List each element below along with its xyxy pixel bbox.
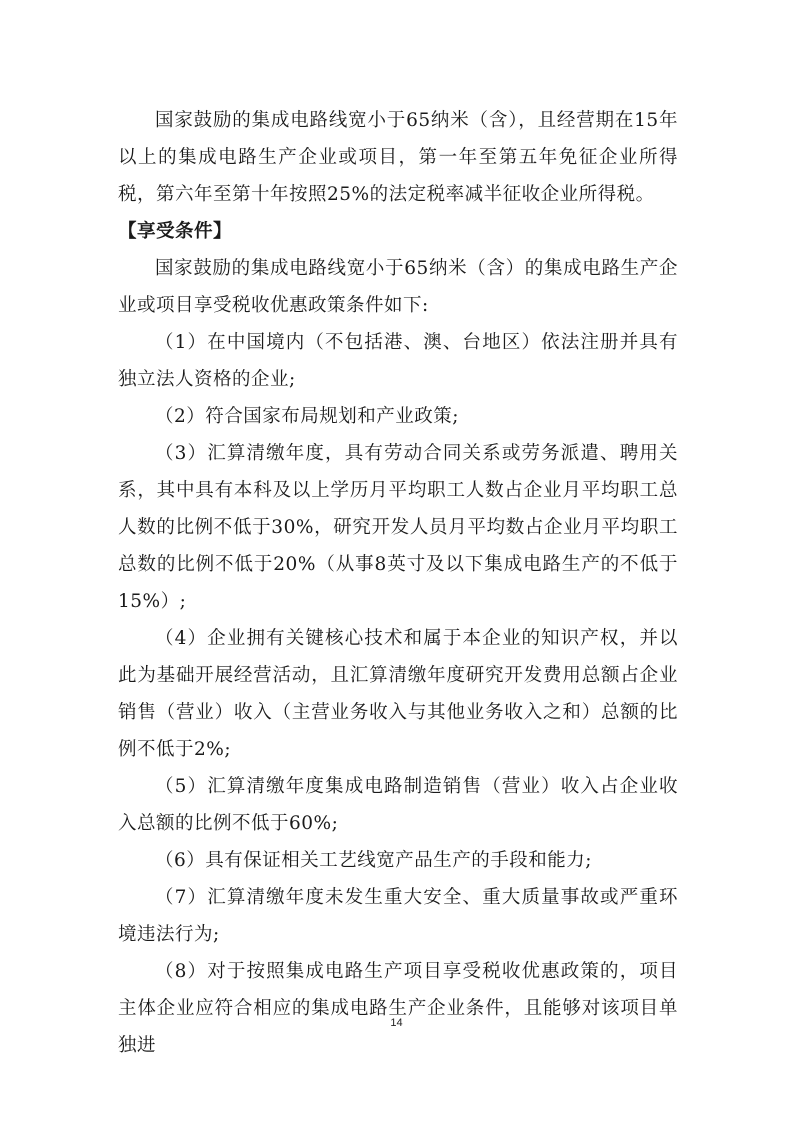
page-number: 14 [390, 1017, 403, 1029]
intro-paragraph: 国家鼓励的集成电路线宽小于65纳米（含），且经营期在15年以上的集成电路生产企业或项目，第一年至第五年免征企业所得税，第六年至第十年按照25%的法定税率减半征收企业所得税。 [118, 110, 678, 205]
section-heading-conditions: 【享受条件】 [118, 221, 233, 242]
condition-item-6: （6）具有保证相关工艺线宽产品生产的手段和能力; [155, 850, 593, 871]
condition-item-5: （5）汇算清缴年度集成电路制造销售（营业）收入占企业收入总额的比例不低于60%; [118, 776, 678, 834]
condition-item-1: （1）在中国境内（不包括港、澳、台地区）依法注册并具有独立法人资格的企业; [118, 332, 678, 390]
conditions-intro-paragraph: 国家鼓励的集成电路线宽小于65纳米（含）的集成电路生产企业或项目享受税收优惠政策条件如下: [118, 258, 678, 316]
condition-item-4: （4）企业拥有关键核心技术和属于本企业的知识产权，并以此为基础开展经营活动，且汇算清缴年度研究开发费用总额占企业销售（营业）收入（主营业务收入与其他业务收入之和）总额的比例不低于2%; [118, 628, 678, 760]
condition-item-3: （3）汇算清缴年度，具有劳动合同关系或劳务派遣、聘用关系，其中具有本科及以上学历月平均职工人数占企业月平均职工总人数的比例不低于30%，研究开发人员月平均数占企业月平均职工总数的比例不低于20%（从事8英寸及以下集成电路生产的不低于15%）; [118, 443, 678, 612]
condition-item-2: （2）符合国家布局规划和产业政策; [155, 406, 460, 427]
document-body [118, 102, 678, 1064]
condition-item-7: （7）汇算清缴年度未发生重大安全、重大质量事故或严重环境违法行为; [118, 887, 678, 945]
condition-item-8: （8）对于按照集成电路生产项目享受税收优惠政策的，项目主体企业应符合相应的集成电路生产企业条件，且能够对该项目单独进 [118, 961, 678, 1056]
